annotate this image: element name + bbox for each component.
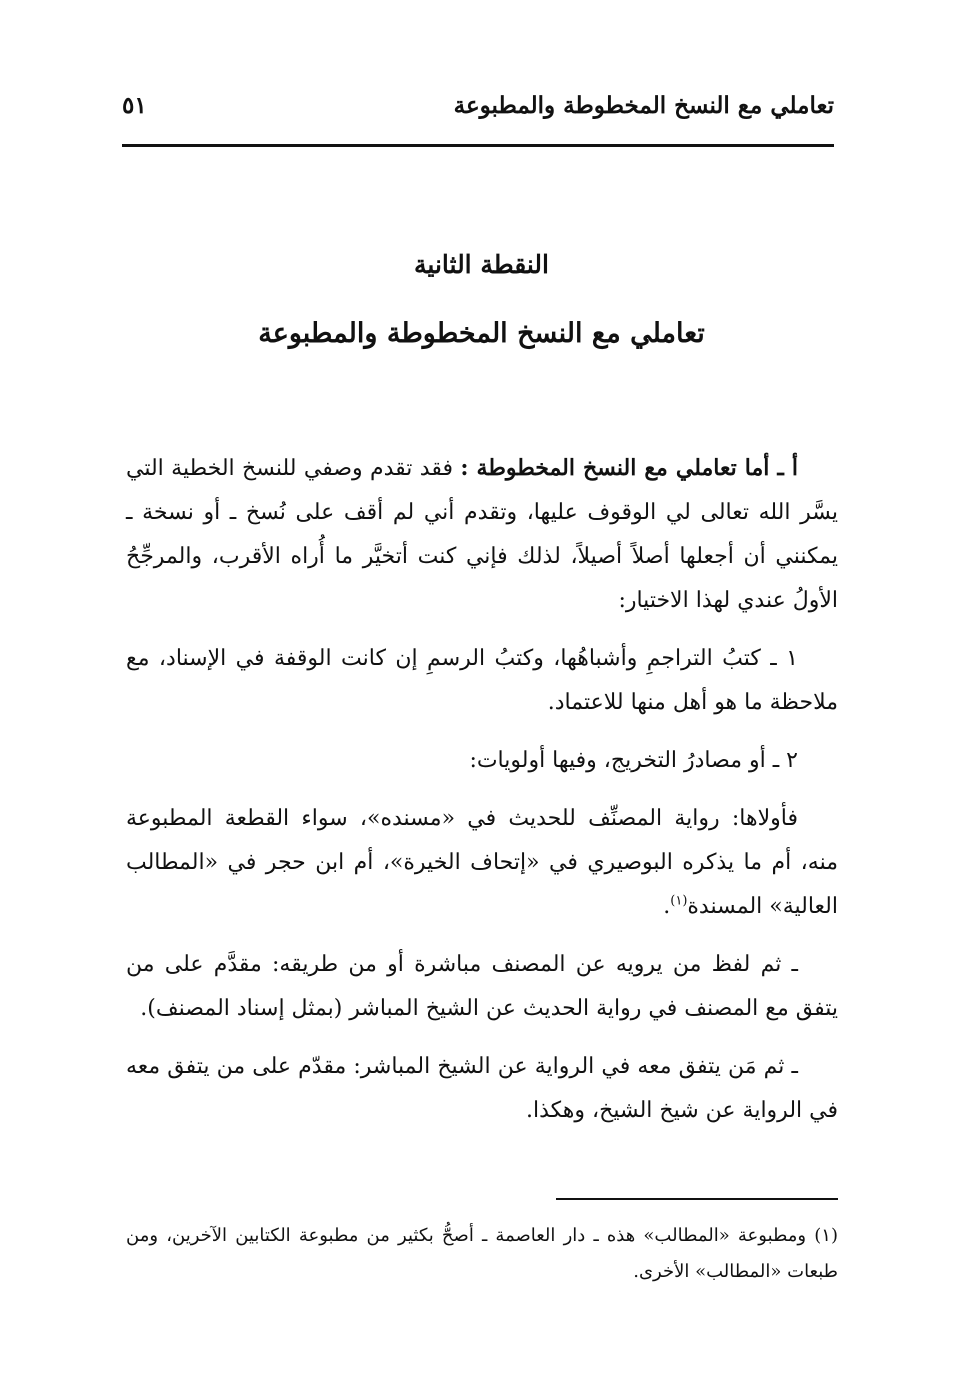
paragraph-item-2: ٢ ـ أو مصادرُ التخريج، وفيها أولويات: (469, 748, 798, 773)
footnote-reference[interactable]: (١) (670, 893, 688, 909)
paragraph-manuscripts (126, 446, 838, 623)
paragraph-text: فقد تقدم وصفي للنسخ الخطية التي يسَّر الله تعالى لي الوقوف عليها، وتقدم أني لم أقف على نُسخ ـ أو نسخة ـ يمكنني أن أجعلها أصلاً أصيلاً، لذلك فإني كنت أتخيَّر ما أُراه الأقرب، والمرجِّحُ الأولُ عندي لهذا الاختيار: (126, 456, 838, 613)
paragraph-text: فأولاها: رواية المصنِّف للحديث في «مسنده»، سواء القطعة المطبوعة منه، أم ما يذكره البوصيري في «إتحاف الخيرة»، أم ابن حجر في «المطالب العالية» المسندة (126, 806, 838, 919)
paragraph-lead: أ ـ أما تعاملي مع النسخ المخطوطة : (460, 455, 798, 481)
header-rule (122, 144, 834, 147)
paragraph-shared-narrator: ـ ثم مَن يتفق معه في الرواية عن الشيخ المباشر: مقدّم على من يتفق معه في الرواية عن شيخ الشيخ، وهكذا. (126, 1054, 838, 1123)
page-number: ٥١ (122, 92, 147, 119)
paragraph-end: . (663, 894, 671, 919)
paragraph-first-priority (126, 797, 838, 929)
page-header (122, 88, 834, 128)
body-text (126, 446, 838, 1147)
paragraph-direct-narrator: ـ ثم لفظ من يرويه عن المصنف مباشرة أو من طريقه: مقدَّم على من يتفق مع المصنف في رواية الحديث عن الشيخ المباشر (بمثل إسناد المصنف). (126, 952, 838, 1021)
running-title: تعاملي مع النسخ المخطوطة والمطبوعة (453, 92, 834, 119)
footnote-rule (556, 1198, 838, 1200)
paragraph-item-1: ١ ـ كتبُ التراجمِ وأشباهُها، وكتبُ الرسمِ إن كانت الوقفة في الإسناد، مع ملاحظة ما هو أهل منها للاعتماد. (126, 646, 838, 715)
section-title: تعاملي مع النسخ المخطوطة والمطبوعة (258, 318, 705, 349)
section-point-label: النقطة الثانية (414, 250, 549, 279)
footnote-1: (١) ومطبوعة «المطالب» هذه ـ دار العاصمة ـ أصحُّ بكثير من مطبوعة الكتابين الآخرين، ومن طبعات «المطالب» الأخرى. (126, 1225, 838, 1282)
